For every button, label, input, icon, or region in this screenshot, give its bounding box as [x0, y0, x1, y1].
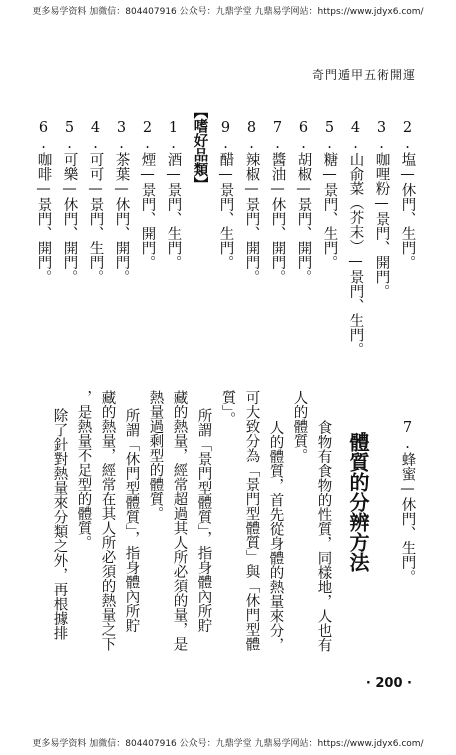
body-line: 可大致分為「景門型體質」與「休門型體 — [243, 390, 260, 651]
list-item: 7.醬油—休門、開門。 — [269, 120, 286, 284]
list-item: 5.可樂—休門、開門。 — [61, 120, 78, 284]
list-item: 3.咖哩粉—景門、開門。 — [373, 120, 390, 299]
list-item: 1.酒—景門、生門。 — [165, 120, 182, 270]
page-number: · 200 · — [365, 676, 412, 691]
list-item: 6.咖啡—景門、開門。 — [35, 120, 52, 284]
body-line: 食物有食物的性質，同樣地，人也有 — [315, 420, 332, 652]
body-line: 人的體質。 — [291, 390, 308, 463]
category-heading: 【嗜好品類】 — [191, 104, 209, 191]
list-item: 3.茶葉—休門、開門。 — [113, 120, 130, 284]
section-heading: 體質的分辨方法 — [346, 432, 370, 572]
list-item: 4.可可—景門、生門。 — [87, 120, 104, 284]
body-line: 熱量過剩型的體質。 — [147, 390, 164, 521]
body-line: 所謂「景門型體質」，指身體內所貯 — [195, 408, 212, 633]
body-line: ，是熱量不足型的體質。 — [75, 390, 92, 550]
list-item: 2.塩—休門、生門。 — [399, 120, 416, 270]
list-item: 9.醋—景門、生門。 — [217, 120, 234, 270]
top-watermark-banner: 更多易学资料 加微信：804407916 公众号：九鼎学堂 九鼎易学网站：https://www.jdyx6.com/ — [32, 7, 424, 17]
list-item: 7.蜂蜜—休門、生門。 — [399, 420, 416, 584]
list-item: 6.胡椒—景門、開門。 — [295, 120, 312, 284]
body-line: 人的體質，首先從身體的熱量來分， — [267, 420, 284, 652]
body-line: 所謂「休門型體質」，指身體內所貯 — [123, 408, 140, 633]
body-line: 藏的熱量，經常超過其人所必須的量，是 — [171, 390, 188, 651]
running-head: 奇門遁甲五術開運 — [311, 68, 416, 82]
list-item: 8.辣椒—景門、開門。 — [243, 120, 260, 284]
bottom-watermark-banner: 更多易学资料 加微信：804407916 公众号：九鼎学堂 九鼎易学网站：https://www.jdyx6.com/ — [32, 739, 424, 749]
list-item: 5.糖—景門、生門。 — [321, 120, 338, 270]
body-line: 藏的熱量，經常在其人所必須的熱量之下 — [99, 390, 116, 651]
list-item: 4.山俞菜（芥末）—景門、生門。 — [347, 120, 364, 357]
list-item: 2.煙—景門、開門。 — [139, 120, 156, 270]
body-line: 質」。 — [219, 390, 236, 427]
body-line: 除了針對熱量來分類之外，再根據排 — [51, 408, 68, 640]
